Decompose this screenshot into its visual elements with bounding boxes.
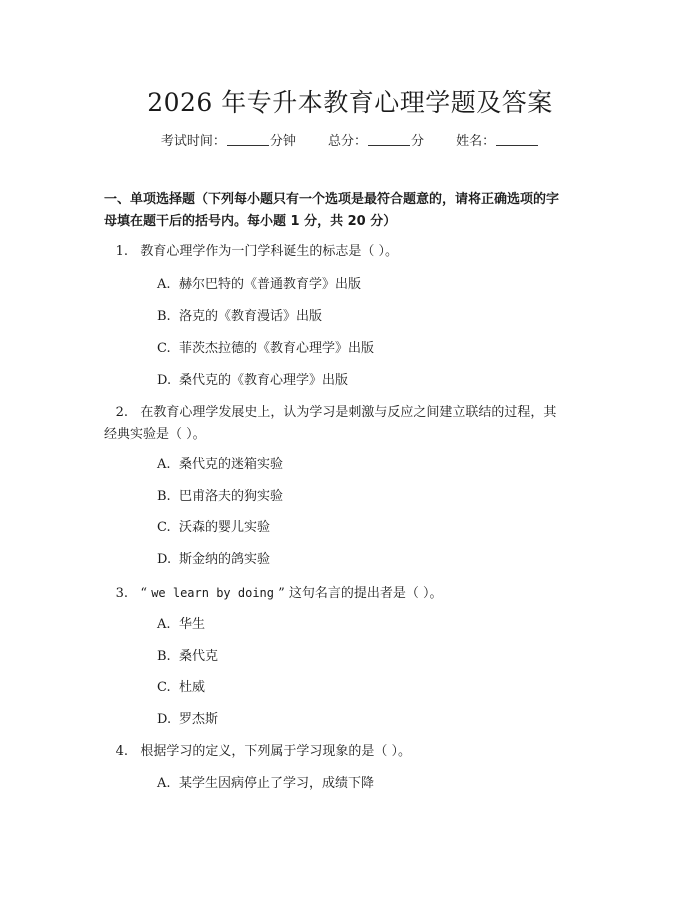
time-field [161,130,296,149]
option-letter: A. [157,277,171,292]
option-4a [157,774,374,794]
question-3 [104,582,600,605]
time-blank [227,133,269,146]
option-letter: D. [157,552,172,567]
name-label: 姓名： [456,134,496,149]
option-letter: C. [157,341,171,356]
name-field [456,130,539,149]
option-3d [157,710,218,730]
score-label: 总分： [327,134,367,149]
option-text: 罗杰斯 [179,712,219,727]
option-letter: B. [157,309,171,324]
question-number: 4. [115,744,128,759]
option-2d [157,550,270,570]
option-1b [157,307,322,327]
question-stem-line-1: 在教育心理学发展史上，认为学习是刺激与反应之间建立联结的过程，其 [140,405,557,420]
question-number: 3. [115,586,128,601]
score-blank [368,133,410,146]
option-letter: A. [157,617,171,632]
option-letter: B. [157,489,171,504]
option-letter: C. [157,680,171,695]
question-stem-rest: ” 这句名言的提出者是（ ）。 [274,586,443,601]
name-blank [496,133,538,146]
option-1d [157,371,348,391]
question-stem: 教育心理学作为一门学科诞生的标志是（ ）。 [140,244,399,259]
option-text: 华生 [179,617,206,632]
option-letter: A. [157,776,171,791]
option-3c [157,678,205,698]
option-3a [157,615,205,635]
option-text: 巴甫洛夫的狗实验 [179,489,284,504]
question-1 [104,241,600,263]
option-text: 桑代克的迷箱实验 [179,457,284,472]
option-text: 某学生因病停止了学习，成绩下降 [179,776,375,791]
option-2b [157,487,283,507]
option-letter: C. [157,520,171,535]
section-heading-line-2: 母填在题干后的括号内。每小题 1 分，共 20 分） [104,214,397,229]
section-heading-line-1: 一、单项选择题（下列每小题只有一个选项是最符合题意的，请将正确选项的字 [104,192,560,207]
option-letter: A. [157,457,171,472]
time-unit: 分钟 [269,134,296,149]
question-4 [104,741,600,763]
option-letter: D. [157,712,172,727]
exam-meta [0,130,700,149]
score-field [328,130,424,149]
option-1a [157,275,361,295]
question-number: 1. [115,244,128,259]
question-number: 2. [115,405,128,420]
option-letter: D. [157,373,172,388]
question-2 [104,402,600,446]
option-text: 菲茨杰拉德的《教育心理学》出版 [179,341,375,356]
option-text: 洛克的《教育漫话》出版 [179,309,323,324]
option-3b [157,647,218,667]
option-text: 斯金纳的鸽实验 [179,552,271,567]
time-label: 考试时间： [160,134,226,149]
page-title: 2026 年专升本教育心理学题及答案 [147,88,553,117]
question-stem: 根据学习的定义，下列属于学习现象的是（ ）。 [140,744,412,759]
option-text: 桑代克的《教育心理学》出版 [179,373,349,388]
option-2a [157,455,283,475]
option-1c [157,339,374,359]
question-stem-line-2: 经典实验是（ ）。 [104,427,206,442]
option-text: 赫尔巴特的《普通教育学》出版 [179,277,362,292]
option-2c [157,518,270,538]
option-text: 桑代克 [179,649,219,664]
section-heading [104,189,600,233]
question-stem-open-quote: “ [140,586,152,601]
score-unit: 分 [411,134,425,149]
option-text: 杜威 [179,680,206,695]
option-letter: B. [157,649,171,664]
option-text: 沃森的婴儿实验 [179,520,271,535]
question-stem-quote: we learn by doing [151,586,275,600]
